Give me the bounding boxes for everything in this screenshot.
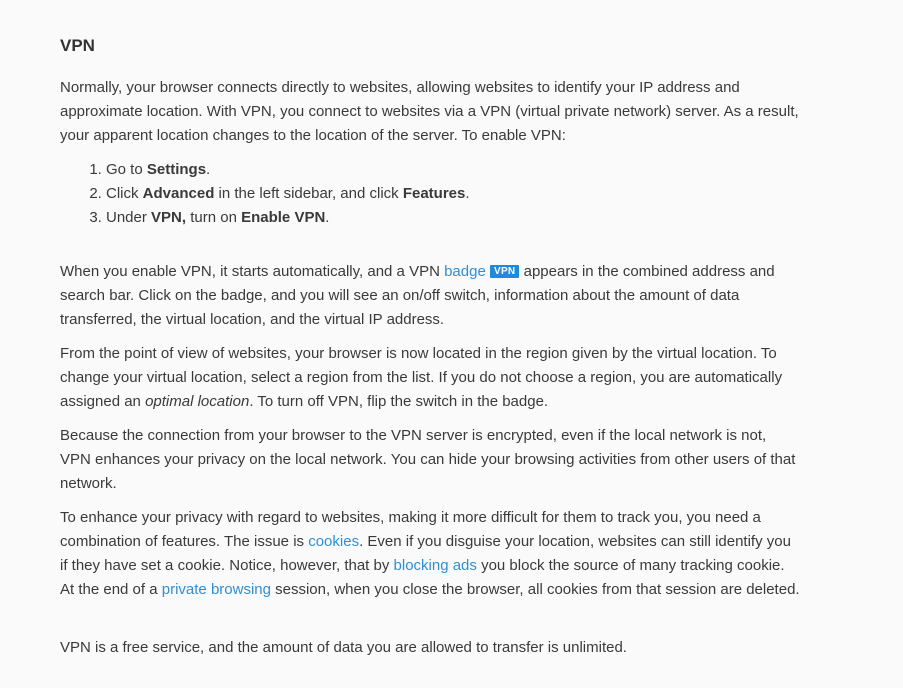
blocking-ads-link[interactable]: blocking ads xyxy=(393,557,477,574)
private-browsing-link[interactable]: private browsing xyxy=(161,581,271,598)
badge-paragraph: When you enable VPN, it starts automatically, and a VPN badge VPN appears in the combined address and search bar. Click on the badge, and you will see an on/off switch, information about the amount of data transferred, the virtual location, and the virtual IP address. xyxy=(60,263,775,328)
step-item: 3. Under VPN, turn on Enable VPN. xyxy=(106,206,470,230)
steps-list xyxy=(90,158,470,230)
vpn-badge-icon: VPN xyxy=(490,265,519,278)
free-service-paragraph: VPN is a free service, and the amount of data you are allowed to transfer is unlimited. xyxy=(60,639,627,656)
step-item: 1. Go to Settings. xyxy=(106,158,470,182)
cookies-link[interactable]: cookies xyxy=(308,533,360,550)
badge-link[interactable]: badge xyxy=(444,263,486,280)
privacy-paragraph: To enhance your privacy with regard to websites, making it more difficult for them to track you, you need a combination of features. The issue is cookies. Even if you disguise your location, websites can still identify you if they have set a cookie. Notice, however, that by blocking ads you block the source of many tracking cookie. At the end of a private browsing session, when you close the browser, all cookies from that session are deleted. xyxy=(60,509,800,598)
encryption-paragraph: Because the connection from your browser to the VPN server is encrypted, even if the local network is not, VPN enhances your privacy on the local network. You can hide your browsing activities from other users of that network. xyxy=(60,427,796,492)
intro-paragraph: Normally, your browser connects directly to websites, allowing websites to identify your IP address and approximate location. With VPN, you connect to websites via a VPN (virtual private network) server. As a result, your apparent location changes to the location of the server. To enable VPN: xyxy=(60,79,799,144)
location-paragraph: From the point of view of websites, your browser is now located in the region given by the virtual location. To change your virtual location, select a region from the list. If you do not choose a region, you are automatically assigned an optimal location. To turn off VPN, flip the switch in the badge. xyxy=(60,345,783,410)
page-title: VPN xyxy=(60,36,95,55)
step-item: 2. Click Advanced in the left sidebar, and click Features. xyxy=(106,182,470,206)
